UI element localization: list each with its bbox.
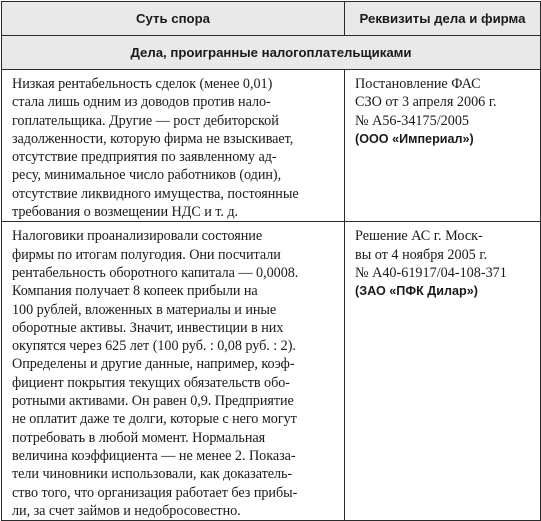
table-header-row xyxy=(2,2,541,36)
dispute-cell xyxy=(2,222,345,521)
header-case-details: Реквизиты дела и фирма xyxy=(345,2,541,36)
table-row xyxy=(2,70,541,222)
firm-name: (ЗАО «ПФК Дилар») xyxy=(355,284,478,299)
disputes-table xyxy=(1,1,541,521)
dispute-cell xyxy=(2,70,345,222)
dispute-text: Низкая рентабельность сделок (менее 0,01) стала лишь одним из доводов против нало- гоплательщика. Другие — рост дебиторской задолженности, которую фирма не взыскивает, отсутствие предприятия по заявленному ад- ресу, минимальное число работников (один), отсутствие ликвидного имущества, постоянные требования о возмещении НДС и т. д. xyxy=(12,76,299,221)
firm-name: (ООО «Империал») xyxy=(355,131,474,146)
dispute-text: Налоговики проанализировали состояние фирмы по итогам полугодия. Они посчитали рентабельность оборотного капитала — 0,0008. Компания получает 8 копеек прибыли на 100 рублей, вложенных в материалы и иные оборотные активы. Значит, инвестиции в них окупятся через 625 лет (100 руб. : 0,08 руб. : 2). Определены и другие данные, например, коэф- фициент покрытия текущих обязательств обо- ротными активами. Он равен 0,9. Предприятие не оплатит даже те долги, которые с него могут потребовать в любой момент. Нормальная величина коэффициента — не менее 2. Показа- тели чиновники использовали, как доказатель- ство того, что организация работает без прибы- ли, за счет займов и недобросовестно. xyxy=(12,228,299,519)
case-details-cell xyxy=(345,70,541,222)
table-row xyxy=(2,222,541,521)
header-dispute-essence: Суть спора xyxy=(2,2,345,36)
section-row xyxy=(2,36,541,70)
case-details-text: Решение АС г. Моск- вы от 4 ноября 2005 г. № А40-61917/04-108-371 xyxy=(355,228,507,281)
case-details-cell xyxy=(345,222,541,521)
case-details-text: Постановление ФАС СЗО от 3 апреля 2006 г. № А56-34175/2005 xyxy=(355,76,497,129)
section-title: Дела, проигранные налогоплательщиками xyxy=(2,36,541,70)
